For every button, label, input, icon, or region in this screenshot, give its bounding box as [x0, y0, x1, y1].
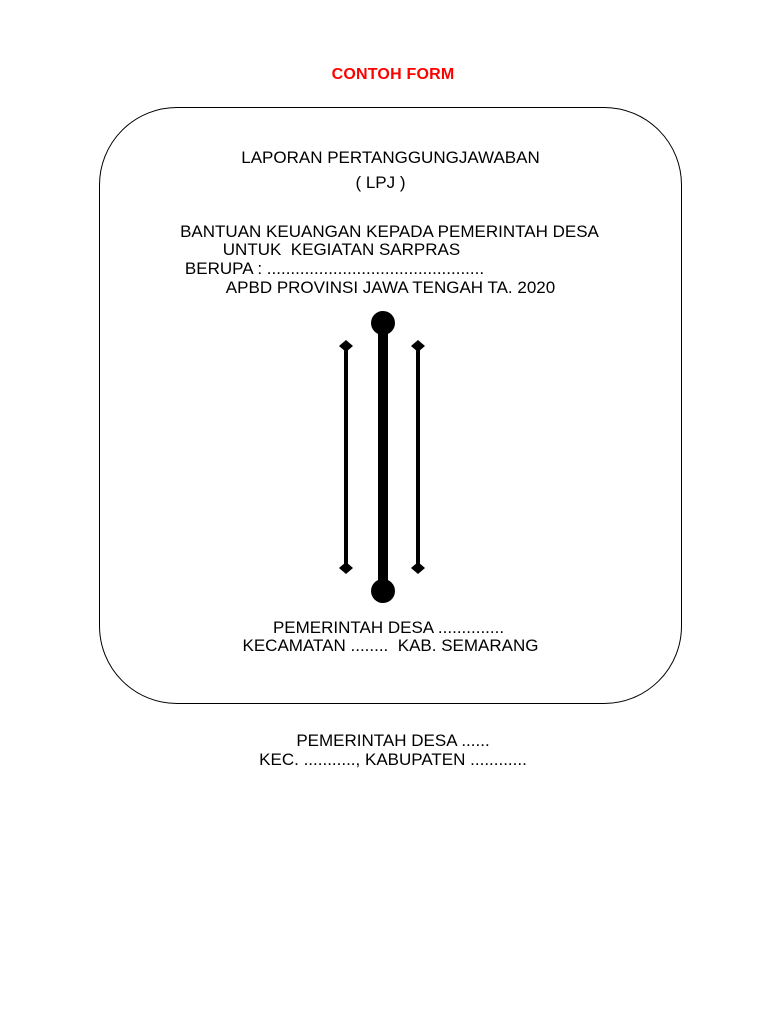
district-regency-line: KECAMATAN ........ KAB. SEMARANG — [242, 636, 539, 655]
report-abbreviation: ( LPJ ) — [355, 173, 406, 192]
form-sample-label: CONTOH FORM — [331, 66, 455, 83]
subject-line-2: UNTUK KEGIATAN SARPRAS — [222, 240, 461, 259]
cover-frame — [99, 107, 682, 704]
subject-line-1: BANTUAN KEUANGAN KEPADA PEMERINTAH DESA — [180, 222, 599, 241]
subject-line-4: APBD PROVINSI JAWA TENGAH TA. 2020 — [225, 278, 556, 297]
vertical-bar-ornament-icon — [100, 108, 683, 705]
footer-village-line: PEMERINTAH DESA ...... — [296, 731, 490, 750]
subject-line-3: BERUPA : .............................................. — [184, 259, 485, 278]
footer-district-line: KEC. ..........., KABUPATEN ............ — [259, 750, 527, 769]
village-government-line: PEMERINTAH DESA .............. — [272, 618, 505, 637]
report-title: LAPORAN PERTANGGUNGJAWABAN — [241, 148, 540, 167]
